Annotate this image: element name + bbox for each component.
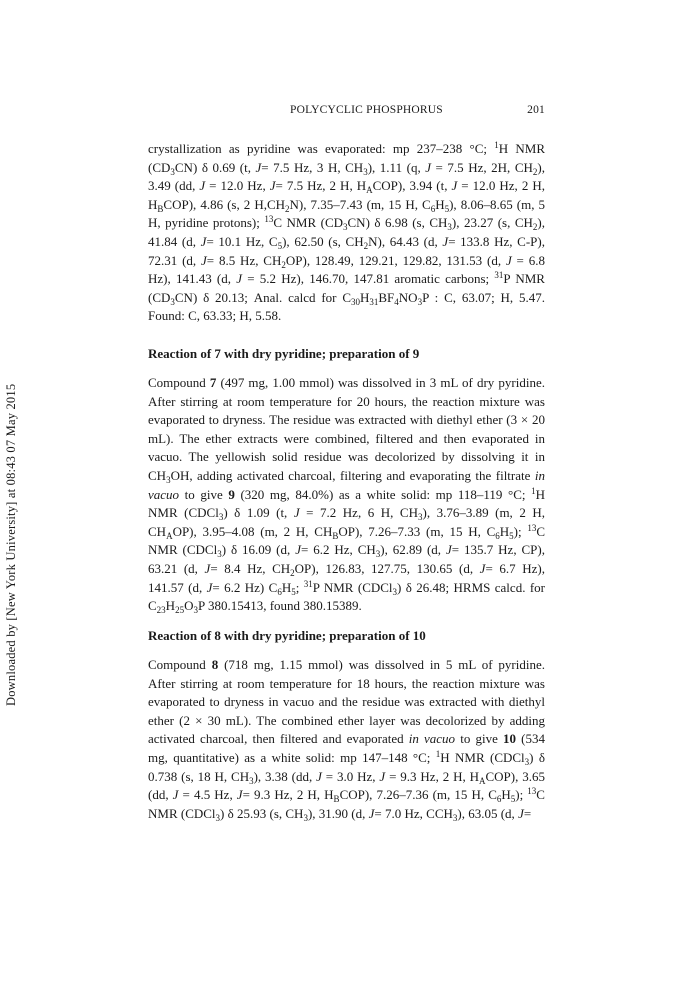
text-line: vacuo. The yellowish solid residue was decolorized by dissolving it in xyxy=(148,449,545,465)
text-line: $CH_AOP$), 3.95–4.08 (m, 2 H, $CH_BOP$), 7.26–7.33 (m, 15 H, $C_6H_5$); $^{13}$C xyxy=(148,522,545,541)
text-line: Compound 8 (718 mg, 1.15 mmol) was dissolved in 5 mL of pyridine. xyxy=(148,657,545,672)
text-line: (dd, J = 4.5 Hz, J= 9.3 Hz, 2 H, $H_BCOP$), 7.26–7.36 (m, 15 H, $C_6H_5$); $^{13}$C xyxy=(148,786,545,805)
text-line: vacuo to give 9 (320 mg, 84.0%) as a white solid: mp 118–119 °C; $^1$H xyxy=(148,485,545,502)
running-title: POLYCYCLIC PHOSPHORUS xyxy=(290,104,443,116)
paragraph-prep-10 xyxy=(148,656,545,823)
text-line: $(CD_3CN)$ δ 20.13; Anal. calcd for $C_{30}H_{31}BF_4NO_3P$ : C, 63.07; H, 5.47. xyxy=(148,289,545,307)
text-line: $C_{23}H_{25}O_3P$ 380.15413, found 380.15389. xyxy=(148,598,362,616)
text-line: 0.738 (s, 18 H, $CH_3$), 3.38 (dd, J = 3.0 Hz, J = 9.3 Hz, 2 H, $H_ACOP$), 3.65 xyxy=(148,768,545,786)
text-line: Found: C, 63.33; H, 5.58. xyxy=(148,308,282,324)
text-line: $(CD_3CN)$ δ 0.69 (t, J= 7.5 Hz, 3 H, $CH_3$), 1.11 (q, J = 7.5 Hz, 2H, $CH_2$), xyxy=(148,159,545,177)
paragraph-prep-9 xyxy=(148,374,545,616)
text-line: evaporated to dryness. The residue was extracted with diethyl ether (3 × 20 xyxy=(148,412,545,428)
text-line: $H_BCOP$), 4.86 (s, 2 $H,CH_2N$), 7.35–7.43 (m, 15 H, $C_6H_5$), 8.06–8.65 (m, 5 xyxy=(148,196,545,214)
text-line: Hz), 141.43 (d, J = 5.2 Hz), 146.70, 147.81 aromatic carbons; $^{31}$P NMR xyxy=(148,270,545,287)
text-line: H, pyridine protons); $^{13}$C NMR $(CD_3CN)$ δ 6.98 (s, $CH_3$), 23.27 (s, $CH_2$), xyxy=(148,214,545,233)
text-line: crystallization as pyridine was evaporated: mp 237–238 °C; $^1$H NMR xyxy=(148,140,545,156)
text-line: ether (2 × 30 mL). The combined ether layer was decolorized by adding xyxy=(148,712,545,728)
text-line: 72.31 (d, J= 8.5 Hz, $CH_2OP$), 128.49, 129.21, 129.82, 131.53 (d, J = 6.8 xyxy=(148,252,545,270)
page-number: 201 xyxy=(527,104,545,116)
text-line: After stirring at room temperature for 20 hours, the reaction mixture was xyxy=(148,393,545,409)
section-heading-prep-10: Reaction of 8 with dry pyridine; preparation of 10 xyxy=(148,628,426,643)
text-line: Compound 7 (497 mg, 1.00 mmol) was dissolved in 3 mL of dry pyridine. xyxy=(148,375,545,390)
text-line: activated charcoal, then filtered and evaporated in vacuo to give 10 (534 xyxy=(148,731,545,747)
text-line: 63.21 (d, J= 8.4 Hz, $CH_2OP$), 126.83, 127.75, 130.65 (d, J= 6.7 Hz), xyxy=(148,560,545,578)
text-line: NMR (CDCl$_3$) δ 25.93 (s, $CH_3$), 31.90 (d, J= 7.0 Hz, $CCH_3$), 63.05 (d, J= xyxy=(148,805,532,823)
text-line: NMR (CDCl$_3$) δ 1.09 (t, J = 7.2 Hz, 6 H, $CH_3$), 3.76–3.89 (m, 2 H, xyxy=(148,505,546,523)
text-line: $CH_3OH$, adding activated charcoal, filtering and evaporating the filtrate in xyxy=(148,467,545,485)
text-line: evaporated to dryness in vacuo and the residue was extracted with diethyl xyxy=(148,694,545,710)
text-line: NMR (CDCl$_3$) δ 16.09 (d, J= 6.2 Hz, $CH_3$), 62.89 (d, J= 135.7 Hz, CP), xyxy=(148,542,545,560)
text-line: mg, quantitative) as a white solid: mp 147–148 °C; $^1$H NMR (CDCl$_3$) δ xyxy=(148,748,545,767)
download-watermark: Downloaded by [New York University] at 08:43 07 May 2015 xyxy=(4,383,18,706)
paragraph-continued xyxy=(148,140,545,326)
text-line: 41.84 (d, J= 10.1 Hz, $C_5$), 62.50 (s, $CH_2N$), 64.43 (d, J= 133.8 Hz, C-P), xyxy=(148,233,545,251)
running-header xyxy=(148,104,545,120)
text-line: 141.57 (d, J= 6.2 Hz) $C_6H_5$; $^{31}$P NMR (CDCl$_3$) δ 26.48; HRMS calcd. for xyxy=(148,578,545,597)
text-line: mL). The ether extracts were combined, filtered and then evaporated in xyxy=(148,430,545,446)
text-line: After stirring at room temperature for 18 hours, the reaction mixture was xyxy=(148,675,545,691)
text-line: 3.49 (dd, J = 12.0 Hz, J= 7.5 Hz, 2 H, $H_ACOP$), 3.94 (t, J = 12.0 Hz, 2 H, xyxy=(148,178,545,196)
section-heading-prep-9: Reaction of 7 with dry pyridine; preparation of 9 xyxy=(148,346,420,361)
